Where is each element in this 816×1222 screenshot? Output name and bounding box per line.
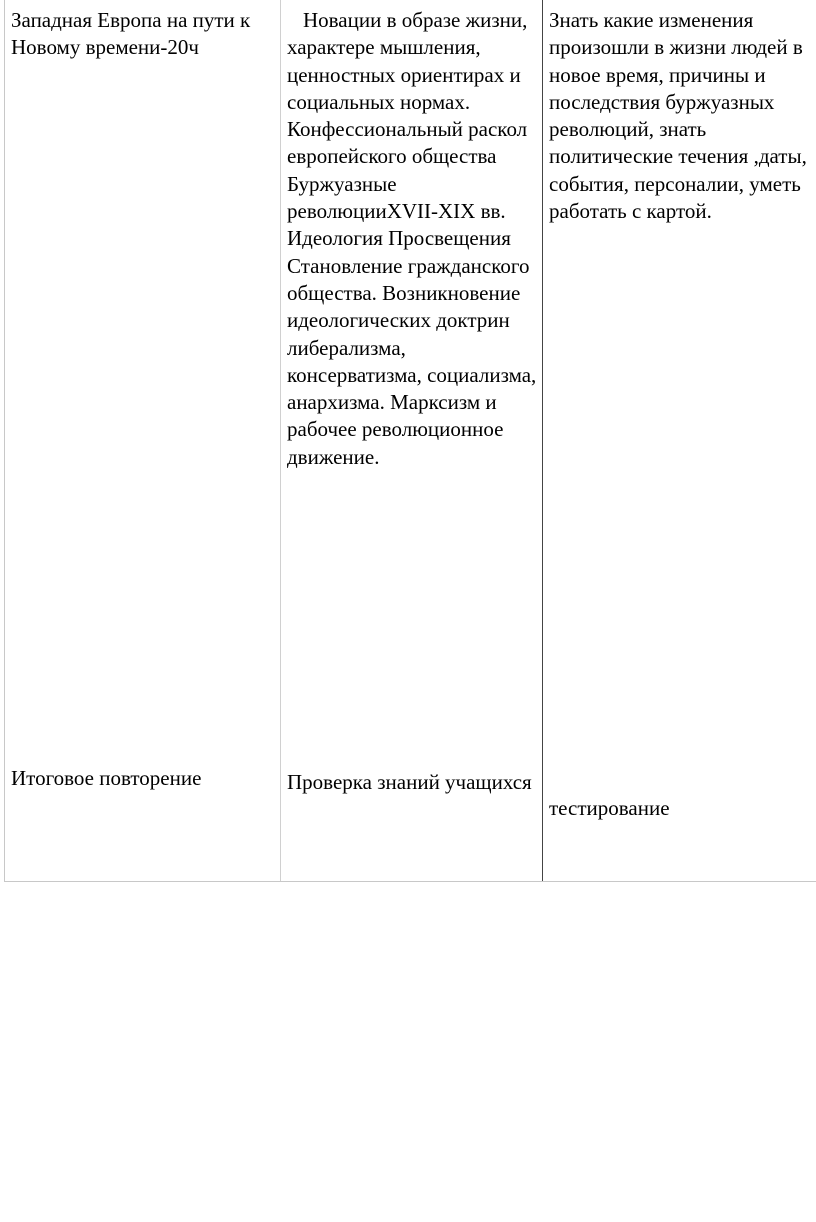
content-cell bbox=[281, 0, 543, 759]
table-row bbox=[5, 759, 816, 882]
topic-text: Западная Европа на пути к Новому времени-20ч bbox=[11, 8, 251, 60]
topic-cell bbox=[5, 759, 281, 882]
content-cell bbox=[281, 759, 543, 882]
requirements-text: Знать какие изменения произошли в жизни людей в новое время, причины и последствия буржуазных революций, знать политические течения ,даты, события, персоналии, уметь работать с картой. bbox=[549, 8, 807, 224]
topic-cell bbox=[5, 0, 281, 759]
content-text: Проверка знаний учащихся bbox=[287, 770, 532, 794]
requirements-cell bbox=[543, 759, 816, 882]
table-row bbox=[5, 0, 816, 759]
syllabus-table bbox=[4, 0, 816, 882]
requirements-text: тестирование bbox=[549, 796, 670, 820]
topic-text: Итоговое повторение bbox=[11, 766, 202, 790]
requirements-cell bbox=[543, 0, 816, 759]
content-text: Новации в образе жизни, характере мышления, ценностных ориентирах и социальных нормах. Конфессиональный раскол европейского общества Буржуазные революцииXVII-XIX вв. Идеология Просвещения Становление гражданского общества. Возникновение идеологических доктрин либерализма, консерватизма, социализма, анархизма. Марксизм и рабочее революционное движение. bbox=[287, 8, 537, 469]
